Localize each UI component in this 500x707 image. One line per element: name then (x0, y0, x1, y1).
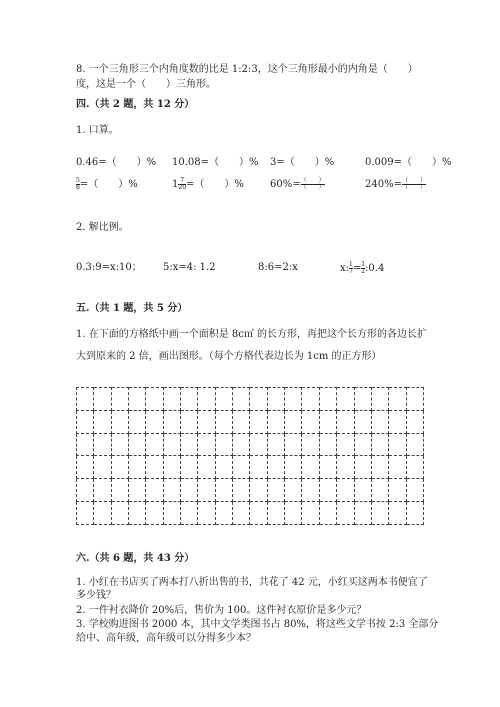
grid-cell[interactable] (77, 479, 94, 502)
grid-cell[interactable] (129, 456, 146, 479)
grid-row (77, 456, 424, 479)
grid-cell[interactable] (94, 433, 111, 456)
fraction: $\frac{7}{20}$ (178, 177, 187, 191)
proportion-4: x: $\frac{1}{7}$ = $\frac{1}{2}$ :0.4 (340, 261, 385, 275)
grid-cell[interactable] (163, 433, 180, 456)
grid-cell[interactable] (267, 502, 284, 525)
grid-cell[interactable] (163, 456, 180, 479)
grid-cell[interactable] (233, 433, 250, 456)
grid-row (77, 388, 424, 411)
grid-cell[interactable] (181, 388, 198, 411)
grid-cell[interactable] (198, 456, 215, 479)
grid-row (77, 433, 424, 456)
grid-cell[interactable] (250, 502, 267, 525)
grid-cell[interactable] (181, 410, 198, 433)
grid-cell[interactable] (285, 502, 302, 525)
grid-cell[interactable] (181, 502, 198, 525)
grid-cell[interactable] (285, 410, 302, 433)
grid-cell[interactable] (406, 502, 423, 525)
grid-cell[interactable] (146, 410, 163, 433)
s6-line1: 1. 小红在书店买了两本打八折出售的书，共花了 42 元，小红买这两本书便宜了 (76, 577, 428, 588)
grid-cell[interactable] (215, 410, 232, 433)
s5-line2: 大到原来的 2 倍，画出图形。（每个方格代表边长为 1cm 的正方形） (76, 351, 382, 362)
grid-cell[interactable] (250, 479, 267, 502)
grid-cell[interactable] (319, 479, 336, 502)
grid-cell[interactable] (337, 410, 354, 433)
calc-7: 60%= $\frac{( )}{( )}$ (270, 177, 325, 191)
grid-cell[interactable] (389, 410, 406, 433)
q8-line1: 8. 一个三角形三个内角度数的比是 1:2:3，这个三角形最小的内角是（ ） (76, 64, 418, 75)
fraction: $\frac{1}{2}$ (361, 261, 366, 275)
s6-line4: 3. 学校购进图书 2000 本，其中文学类图书占 80%，将这些文学书按 2:3 全部分 (76, 619, 439, 630)
grid-cell[interactable] (146, 502, 163, 525)
grid-cell[interactable] (215, 456, 232, 479)
grid-cell[interactable] (354, 456, 371, 479)
grid-cell[interactable] (94, 479, 111, 502)
grid-cell[interactable] (129, 410, 146, 433)
proportion-1: 0.3:9=x:10； (76, 262, 142, 273)
grid-cell[interactable] (337, 388, 354, 411)
grid-cell[interactable] (354, 502, 371, 525)
proportion-3: 8:6=2:x (258, 262, 298, 273)
fraction: $\frac{1}{7}$ (349, 261, 353, 275)
grid-cell[interactable] (371, 502, 388, 525)
grid-cell[interactable] (181, 479, 198, 502)
grid-cell[interactable] (146, 456, 163, 479)
s6-line3: 2. 一件衬衣降价 20%后，售价为 100。这件衬衣原价是多少元？ (76, 605, 367, 616)
grid-cell[interactable] (215, 502, 232, 525)
grid-cell[interactable] (198, 410, 215, 433)
grid-cell[interactable] (111, 433, 128, 456)
grid-row (77, 502, 424, 525)
grid-cell[interactable] (302, 433, 319, 456)
grid-cell[interactable] (111, 502, 128, 525)
q8-line2: 度，这是一个（ ）三角形。 (76, 79, 216, 90)
grid-cell[interactable] (233, 502, 250, 525)
grid-cell[interactable] (77, 410, 94, 433)
grid-cell[interactable] (302, 479, 319, 502)
grid-cell[interactable] (250, 433, 267, 456)
grid-cell[interactable] (163, 410, 180, 433)
grid-cell[interactable] (181, 456, 198, 479)
grid-cell[interactable] (389, 433, 406, 456)
grid-cell[interactable] (215, 388, 232, 411)
section6-heading: 六.（共 6 题，共 43 分） (76, 553, 195, 564)
grid-cell[interactable] (163, 388, 180, 411)
grid-cell[interactable] (267, 388, 284, 411)
grid-cell[interactable] (94, 456, 111, 479)
grid-cell[interactable] (337, 479, 354, 502)
grid-cell[interactable] (77, 502, 94, 525)
grid-cell[interactable] (389, 388, 406, 411)
grid-cell[interactable] (77, 388, 94, 411)
section5-heading: 五.（共 1 题，共 5 分） (76, 303, 188, 314)
grid-cell[interactable] (319, 410, 336, 433)
grid-cell[interactable] (163, 502, 180, 525)
grid-cell[interactable] (129, 388, 146, 411)
grid-cell[interactable] (233, 410, 250, 433)
grid-cell[interactable] (389, 479, 406, 502)
grid-cell[interactable] (111, 456, 128, 479)
grid-cell[interactable] (233, 479, 250, 502)
grid-cell[interactable] (233, 456, 250, 479)
grid-cell[interactable] (94, 502, 111, 525)
grid-cell[interactable] (354, 479, 371, 502)
proportion-2: 5:x=4: 1.2 (163, 262, 216, 273)
grid-cell[interactable] (371, 410, 388, 433)
grid-cell[interactable] (285, 433, 302, 456)
grid-cell[interactable] (371, 479, 388, 502)
grid-cell[interactable] (371, 433, 388, 456)
grid-cell[interactable] (198, 502, 215, 525)
grid-cell[interactable] (406, 456, 423, 479)
fraction: $\frac{( )}{( )}$ (401, 177, 426, 191)
grid-cell[interactable] (337, 433, 354, 456)
grid-cell[interactable] (146, 388, 163, 411)
grid-cell[interactable] (302, 502, 319, 525)
grid-cell[interactable] (111, 410, 128, 433)
grid-cell[interactable] (337, 502, 354, 525)
grid-table (76, 387, 424, 525)
calc-2: 10.08=（ ）% (172, 157, 259, 168)
grid-cell[interactable] (285, 388, 302, 411)
grid-cell[interactable] (371, 456, 388, 479)
grid-row (77, 479, 424, 502)
grid-cell[interactable] (319, 388, 336, 411)
grid-cell[interactable] (319, 456, 336, 479)
grid-cell[interactable] (354, 388, 371, 411)
grid-cell[interactable] (302, 410, 319, 433)
grid-cell[interactable] (233, 388, 250, 411)
grid-cell[interactable] (77, 456, 94, 479)
grid-cell[interactable] (406, 433, 423, 456)
grid-cell[interactable] (389, 502, 406, 525)
grid-cell[interactable] (302, 456, 319, 479)
grid-cell[interactable] (406, 410, 423, 433)
grid-cell[interactable] (94, 388, 111, 411)
square-grid-paper[interactable] (76, 387, 424, 525)
grid-cell[interactable] (111, 388, 128, 411)
grid-cell[interactable] (406, 388, 423, 411)
grid-cell[interactable] (267, 456, 284, 479)
s6-line5: 给中、高年级，高年级可以分得多少本？ (76, 633, 256, 644)
grid-cell[interactable] (267, 433, 284, 456)
grid-cell[interactable] (319, 433, 336, 456)
calc-4: 0.009=（ ）% (365, 157, 452, 168)
calc-5: $\frac{5}{8}$ =（ ）% (76, 177, 138, 191)
grid-cell[interactable] (146, 433, 163, 456)
grid-cell[interactable] (267, 479, 284, 502)
grid-cell[interactable] (354, 410, 371, 433)
grid-row (77, 410, 424, 433)
grid-cell[interactable] (94, 410, 111, 433)
fraction: $\frac{( )}{( )}$ (300, 177, 325, 191)
grid-cell[interactable] (198, 388, 215, 411)
grid-cell[interactable] (129, 502, 146, 525)
grid-cell[interactable] (319, 502, 336, 525)
grid-cell[interactable] (111, 479, 128, 502)
grid-cell[interactable] (129, 479, 146, 502)
grid-cell[interactable] (406, 479, 423, 502)
calc-6: 1 $\frac{7}{20}$ =（ ）% (172, 177, 244, 191)
grid-cell[interactable] (250, 388, 267, 411)
grid-cell[interactable] (354, 433, 371, 456)
grid-cell[interactable] (250, 456, 267, 479)
grid-cell[interactable] (198, 433, 215, 456)
grid-cell[interactable] (198, 479, 215, 502)
grid-cell[interactable] (371, 388, 388, 411)
grid-cell[interactable] (146, 479, 163, 502)
grid-cell[interactable] (389, 456, 406, 479)
grid-cell[interactable] (215, 433, 232, 456)
calc-3: 3=（ ）% (270, 157, 335, 168)
fraction: $\frac{5}{8}$ (76, 177, 80, 191)
grid-cell[interactable] (285, 479, 302, 502)
grid-cell[interactable] (77, 433, 94, 456)
grid-cell[interactable] (302, 388, 319, 411)
grid-cell[interactable] (250, 410, 267, 433)
grid-cell[interactable] (215, 479, 232, 502)
grid-cell[interactable] (267, 410, 284, 433)
grid-cell[interactable] (163, 479, 180, 502)
grid-cell[interactable] (181, 433, 198, 456)
s4-q2-title: 2. 解比例。 (76, 222, 129, 233)
grid-cell[interactable] (285, 456, 302, 479)
s4-q1-title: 1. 口算。 (76, 125, 119, 136)
s6-line2: 多少钱？ (76, 590, 116, 601)
grid-cell[interactable] (337, 456, 354, 479)
calc-1: 0.46=（ ）% (76, 157, 157, 168)
grid-cell[interactable] (129, 433, 146, 456)
s5-line1: 1. 在下面的方格纸中画一个面积是 8c㎡ 的长方形，再把这个长方形的各边长扩 (76, 329, 428, 340)
section4-heading: 四.（共 2 题，共 12 分） (76, 99, 195, 110)
calc-8: 240%= $\frac{( )}{( )}$ (365, 177, 426, 191)
